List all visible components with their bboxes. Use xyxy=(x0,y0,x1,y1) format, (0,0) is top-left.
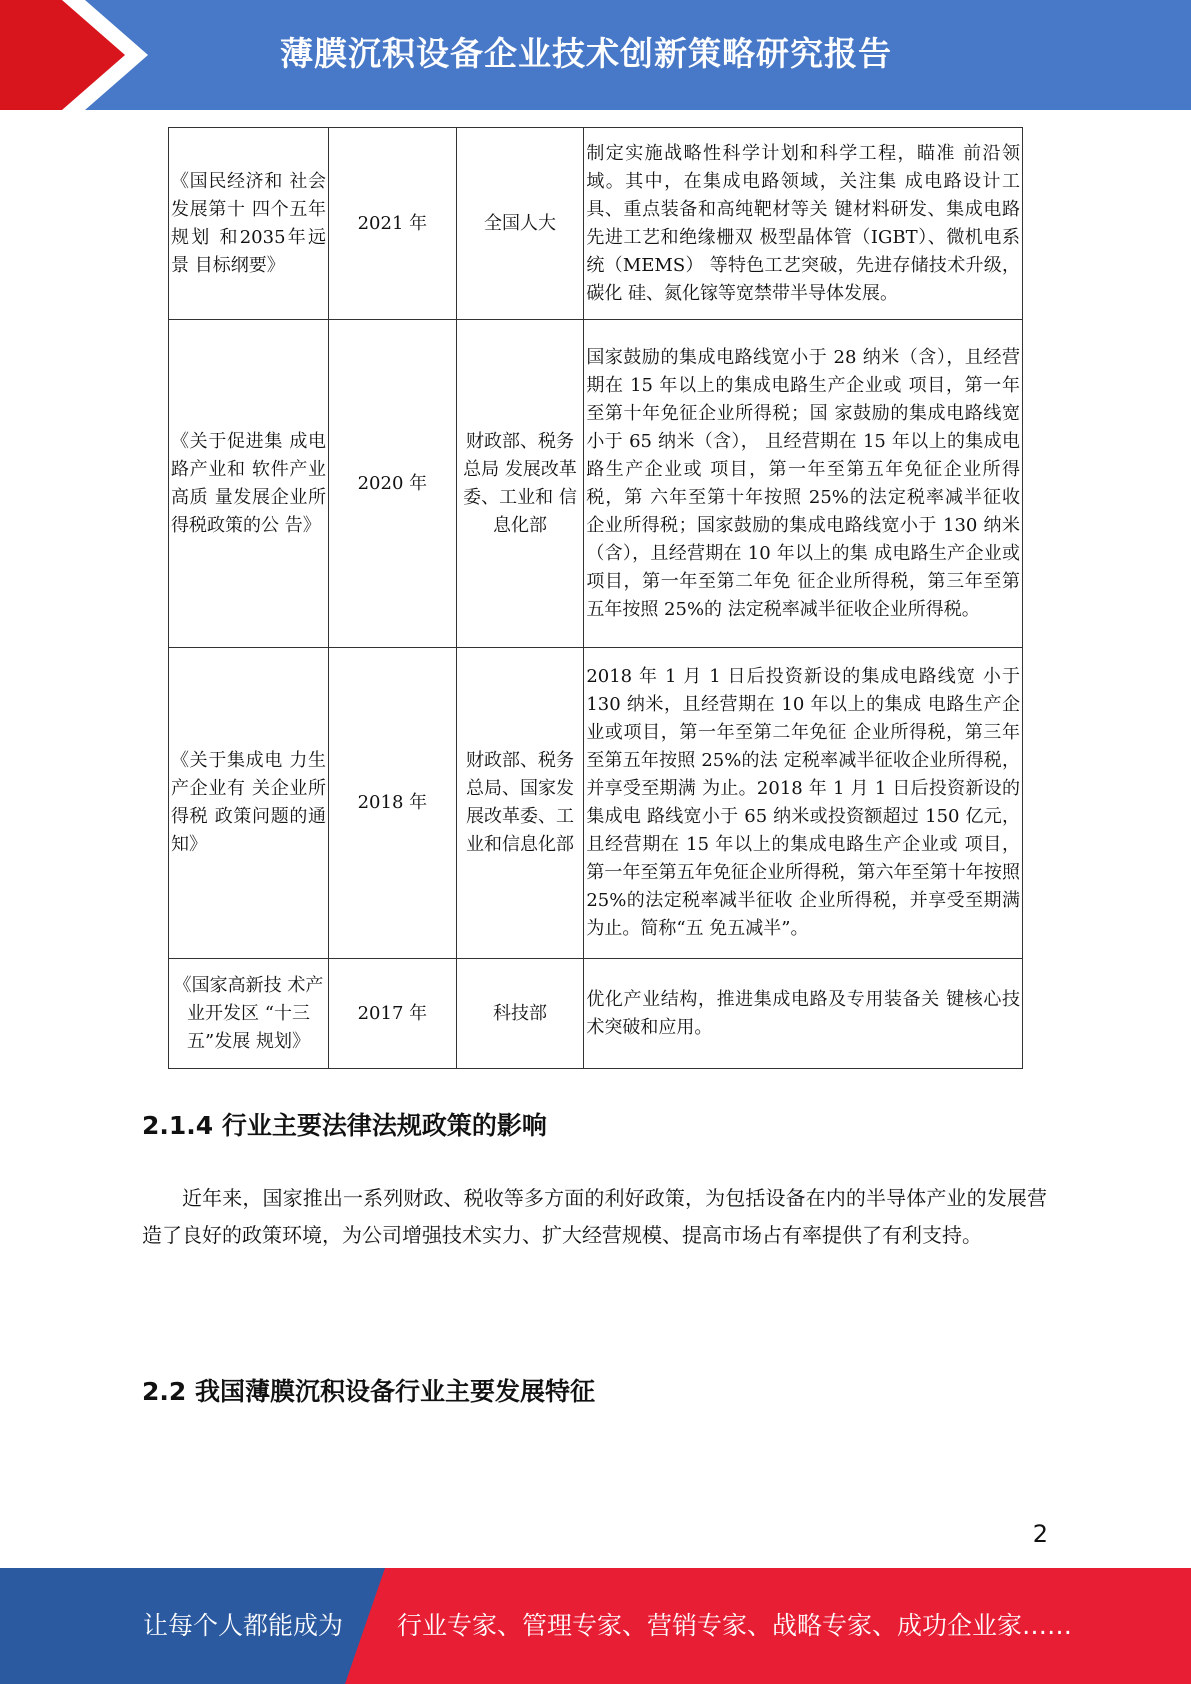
policy-content-cell: 制定实施战略性科学计划和科学工程，瞄准 前沿领域。其中，在集成电路领域，关注集 成电路设计工具、重点装备和高纯靶材等关 键材料研发、集成电路先进工艺和绝缘栅双 极型晶体管（IGBT）、微机电系统（MEMS） 等特色工艺突破，先进存储技术升级，碳化 硅、氮化镓等宽禁带半导体发展。 xyxy=(584,128,1023,320)
policy-year-cell: 2018 年 xyxy=(329,648,457,959)
header-chevron-icon xyxy=(0,0,160,110)
policy-name-cell: 《关于集成电 力生产企业有 关企业所得税 政策问题的通 知》 xyxy=(169,648,329,959)
table-row xyxy=(169,648,1023,959)
policy-year-cell: 2021 年 xyxy=(329,128,457,320)
policy-dept-cell: 财政部、税务总局 发展改革 委、工业和 信息化部 xyxy=(456,320,584,648)
page-header xyxy=(0,0,1191,110)
footer-slogan-left: 让每个人都能成为 xyxy=(143,1611,344,1640)
policy-year-cell: 2020 年 xyxy=(329,320,457,648)
table-row xyxy=(169,959,1023,1069)
policy-dept-cell: 财政部、税务总局、国家发展改革委、工业和信息化部 xyxy=(456,648,584,959)
policy-table xyxy=(168,127,1023,1069)
policy-dept-cell: 全国人大 xyxy=(456,128,584,320)
policy-content-cell: 2018 年 1 月 1 日后投资新设的集成电路线宽 小于 130 纳米，且经营期在 10 年以上的集成 电路生产企业或项目，第一年至第二年免征 企业所得税，第三年至第五年按照 25%的法 定税率减半征收企业所得税，并享受至期满 为止。2018 年 1 月 1 日后投资新设的集成电 路线宽小于 65 纳米或投资额超过 150 亿元， 且经营期在 15 年以上的集成电路生产企业或 项目，第一年至第五年免征企业所得税，第六年至第十年按照 25%的法定税率减半征收 企业所得税，并享受至期满为止。简称“五 免五减半”。 xyxy=(584,648,1023,959)
page-footer xyxy=(0,1568,1191,1684)
section-heading-2-1-4: 2.1.4 行业主要法律法规政策的影响 xyxy=(142,1111,547,1140)
section-paragraph: 近年来，国家推出一系列财政、税收等多方面的利好政策，为包括设备在内的半导体产业的发展营造了良好的政策环境，为公司增强技术实力、扩大经营规模、提高市场占有率提供了有利支持。 xyxy=(142,1186,1047,1247)
policy-year-cell: 2017 年 xyxy=(329,959,457,1069)
table-row xyxy=(169,128,1023,320)
footer-slogan-right: 行业专家、管理专家、营销专家、战略专家、成功企业家…… xyxy=(397,1611,1073,1640)
page-number: 2 xyxy=(1032,1520,1048,1548)
report-title: 薄膜沉积设备企业技术创新策略研究报告 xyxy=(280,34,892,73)
policy-name-cell: 《国民经济和 社会发展第十 四个五年规划 和2035年远景 目标纲要》 xyxy=(169,128,329,320)
policy-content-cell: 国家鼓励的集成电路线宽小于 28 纳米（含），且经营期在 15 年以上的集成电路生产企业或 项目，第一年至第十年免征企业所得税；国 家鼓励的集成电路线宽小于 65 纳米（含）， 且经营期在 15 年以上的集成电路生产企业或 项目，第一年至第五年免征企业所得税，第 六年至第十年按照 25%的法定税率减半征收 企业所得税；国家鼓励的集成电路线宽小于 130 纳米（含），且经营期在 10 年以上的集 成电路生产企业或项目，第一年至第二年免 征企业所得税，第三年至第五年按照 25%的 法定税率减半征收企业所得税。 xyxy=(584,320,1023,648)
policy-name-cell: 《国家高新技 术产业开发区 “十三五”发展 规划》 xyxy=(169,959,329,1069)
section-heading-2-2: 2.2 我国薄膜沉积设备行业主要发展特征 xyxy=(142,1377,595,1406)
policy-name-cell: 《关于促进集 成电路产业和 软件产业高质 量发展企业所 得税政策的公 告》 xyxy=(169,320,329,648)
table-row xyxy=(169,320,1023,648)
policy-dept-cell: 科技部 xyxy=(456,959,584,1069)
policy-content-cell: 优化产业结构，推进集成电路及专用装备关 键核心技术突破和应用。 xyxy=(584,959,1023,1069)
